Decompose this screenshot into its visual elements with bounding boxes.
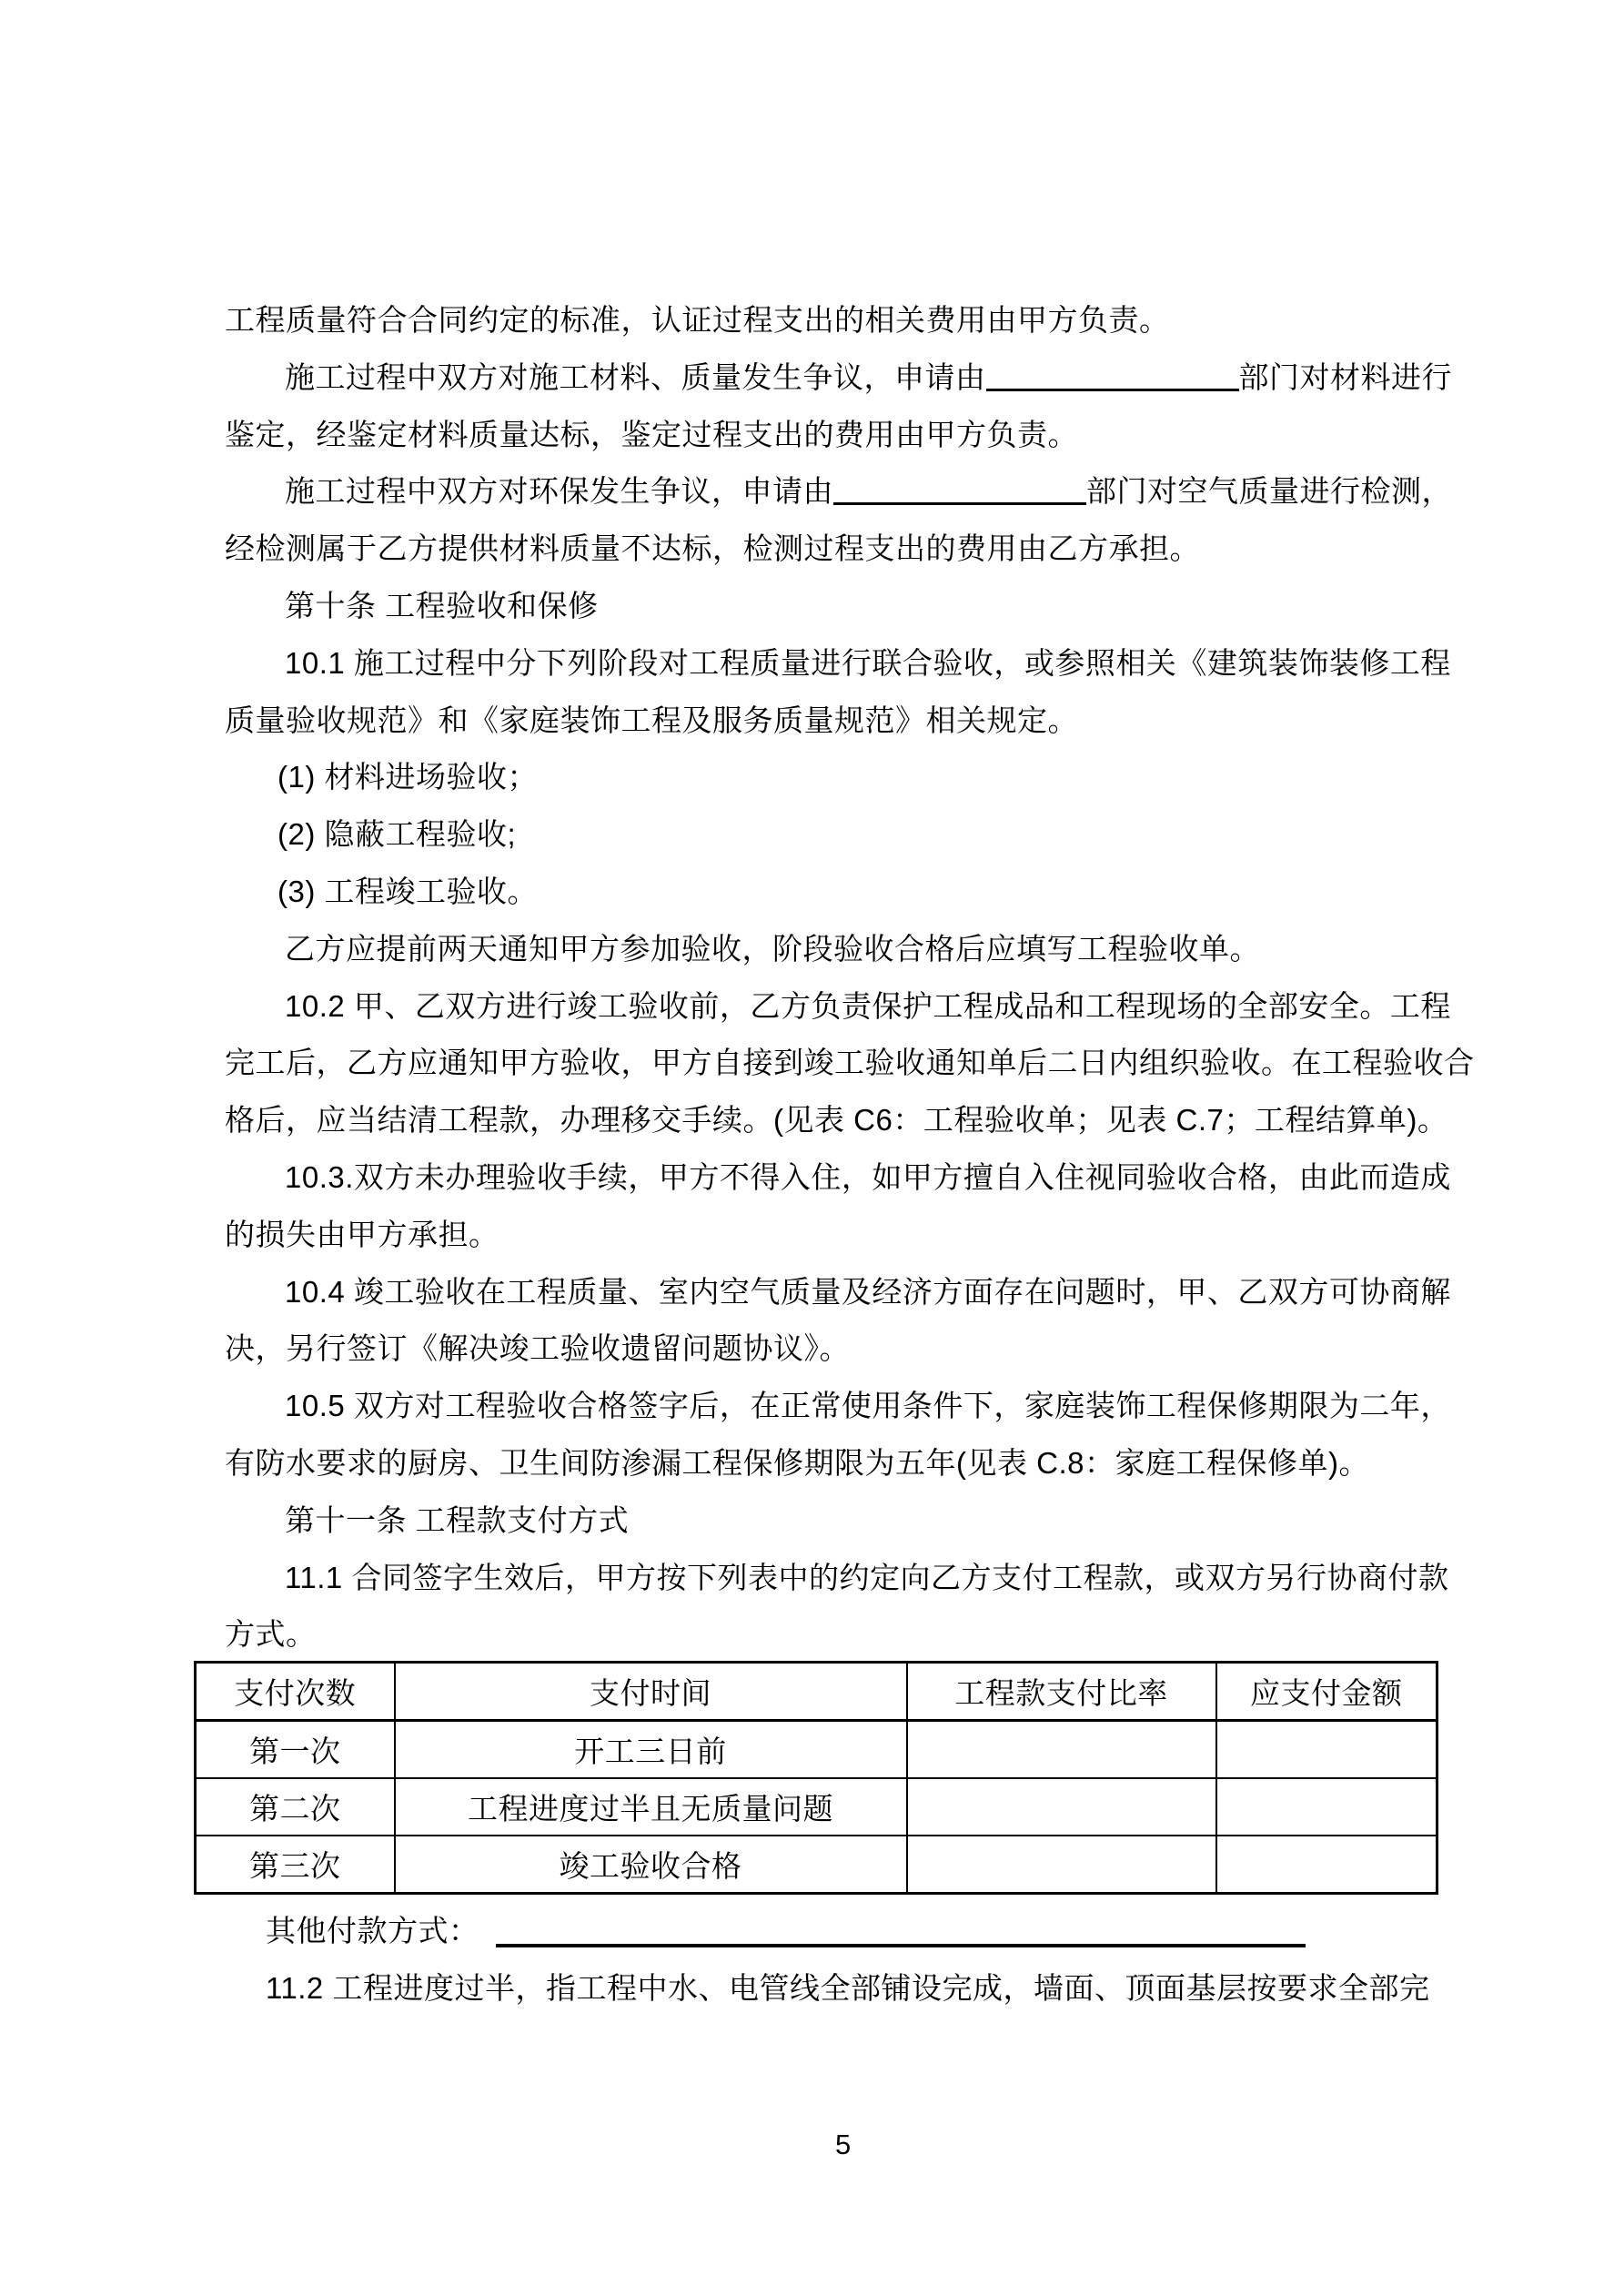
- contract-text-lower: [225, 1903, 1498, 2018]
- table-cell: 竣工验收合格: [395, 1836, 907, 1894]
- text-line: [225, 1378, 1498, 1435]
- text-segment: 第十条 工程验收和保修: [285, 588, 599, 622]
- text-segment: 决，另行签订《解决竣工验收遗留问题协议》。: [225, 1331, 850, 1366]
- text-line: [225, 1606, 1498, 1664]
- text-segment: 部门对材料进行: [1238, 359, 1452, 394]
- fill-in-blank: [496, 1924, 1306, 1947]
- table-header-cell: 支付次数: [196, 1663, 395, 1721]
- text-line: [225, 1960, 1498, 2018]
- table-row: [196, 1721, 1437, 1779]
- table-header-cell: 工程款支付比率: [907, 1663, 1216, 1721]
- text-segment: 部门对空气质量进行检测，: [1086, 474, 1452, 509]
- text-line: [225, 693, 1498, 750]
- text-segment: 10.2 甲、乙双方进行竣工验收前，乙方负责保护工程成品和工程现场的全部安全。工程: [285, 988, 1451, 1023]
- text-line: [225, 1435, 1498, 1492]
- text-line: [225, 578, 1498, 635]
- text-segment: 10.5 双方对工程验收合格签字后，在正常使用条件下，家庭装饰工程保修期限为二年，: [285, 1389, 1451, 1423]
- text-line: [225, 349, 1498, 407]
- text-line: [225, 806, 1498, 864]
- text-line: [225, 749, 1498, 806]
- table-cell: 第三次: [196, 1836, 395, 1894]
- text-segment: 施工过程中双方对施工材料、质量发生争议，申请由: [285, 359, 986, 394]
- text-line: [225, 921, 1498, 978]
- text-line: [225, 521, 1498, 578]
- text-line: [225, 1264, 1498, 1321]
- table-cell-empty: [907, 1778, 1216, 1836]
- contract-text-upper: [225, 292, 1498, 1664]
- table-row: [196, 1778, 1437, 1836]
- text-line: [225, 978, 1498, 1036]
- table-header-cell: 支付时间: [395, 1663, 907, 1721]
- text-segment: 10.1 施工过程中分下列阶段对工程质量进行联合验收，或参照相关《建筑装饰装修工程: [285, 645, 1451, 680]
- text-line: [225, 635, 1498, 693]
- text-segment: 乙方应提前两天通知甲方参加验收，阶段验收合格后应填写工程验收单。: [285, 931, 1260, 966]
- table-cell: 第二次: [196, 1778, 395, 1836]
- page-number: 5: [835, 2129, 852, 2160]
- text-segment: (1) 材料进场验收；: [277, 760, 538, 794]
- text-line: [225, 463, 1498, 521]
- text-segment: 完工后，乙方应通知甲方验收，甲方自接到竣工验收通知单后二日内组织验收。在工程验收合: [225, 1046, 1475, 1080]
- text-segment: 经检测属于乙方提供材料质量不达标，检测过程支出的费用由乙方承担。: [225, 531, 1200, 566]
- table-cell-empty: [907, 1721, 1216, 1779]
- table-header-row: [196, 1663, 1437, 1721]
- text-line: [225, 1320, 1498, 1378]
- text-segment: 11.2 工程进度过半，指工程中水、电管线全部铺设完成，墙面、顶面基层按要求全部完: [266, 1970, 1430, 2005]
- text-segment: 质量验收规范》和《家庭装饰工程及服务质量规范》相关规定。: [225, 703, 1078, 737]
- text-segment: 格后，应当结清工程款，办理移交手续。(见表 C6：工程验收单；见表 C.7；工程结算单)。: [225, 1103, 1448, 1138]
- table-cell-empty: [907, 1836, 1216, 1894]
- text-segment: 方式。: [225, 1617, 317, 1652]
- table-cell: 工程进度过半且无质量问题: [395, 1778, 907, 1836]
- text-segment: 10.4 竣工验收在工程质量、室内空气质量及经济方面存在问题时，甲、乙双方可协商解: [285, 1274, 1451, 1309]
- text-line: [225, 1207, 1498, 1264]
- text-segment: (2) 隐蔽工程验收;: [277, 817, 517, 852]
- text-segment: 10.3.双方未办理验收手续，甲方不得入住，如甲方擅自入住视同验收合格，由此而造成: [285, 1159, 1451, 1194]
- text-line: [225, 864, 1498, 921]
- text-segment: 其他付款方式：: [266, 1914, 479, 1947]
- text-segment: 11.1 合同签字生效后，甲方按下列表中的约定向乙方支付工程款，或双方另行协商付款: [285, 1560, 1449, 1594]
- table-cell-empty: [1216, 1721, 1437, 1779]
- text-segment: 施工过程中双方对环保发生争议，申请由: [285, 474, 833, 509]
- text-line: [225, 1092, 1498, 1149]
- text-segment: 工程质量符合合同约定的标准，认证过程支出的相关费用由甲方负责。: [225, 303, 1170, 337]
- text-line: [225, 407, 1498, 464]
- table-cell-empty: [1216, 1778, 1437, 1836]
- table-cell-empty: [1216, 1836, 1437, 1894]
- text-line: [225, 1492, 1498, 1550]
- payment-schedule-table: [194, 1661, 1438, 1895]
- table-cell: 第一次: [196, 1721, 395, 1779]
- text-segment: 鉴定，经鉴定材料质量达标，鉴定过程支出的费用由甲方负责。: [225, 417, 1078, 451]
- table-cell: 开工三日前: [395, 1721, 907, 1779]
- text-line: [225, 1550, 1498, 1607]
- table-header-cell: 应支付金额: [1216, 1663, 1437, 1721]
- text-segment: (3) 工程竣工验收。: [277, 874, 538, 908]
- text-segment: 有防水要求的厨房、卫生间防渗漏工程保修期限为五年(见表 C.8：家庭工程保修单)。: [225, 1445, 1369, 1480]
- fill-in-blank: [833, 482, 1086, 505]
- text-line: [225, 1149, 1498, 1207]
- text-segment: 的损失由甲方承担。: [225, 1217, 499, 1251]
- text-line: [225, 1035, 1498, 1092]
- text-segment: 第十一条 工程款支付方式: [285, 1502, 630, 1537]
- fill-in-blank: [986, 369, 1239, 391]
- text-line: [225, 1903, 1498, 1960]
- table-row: [196, 1836, 1437, 1894]
- text-line: [225, 292, 1498, 349]
